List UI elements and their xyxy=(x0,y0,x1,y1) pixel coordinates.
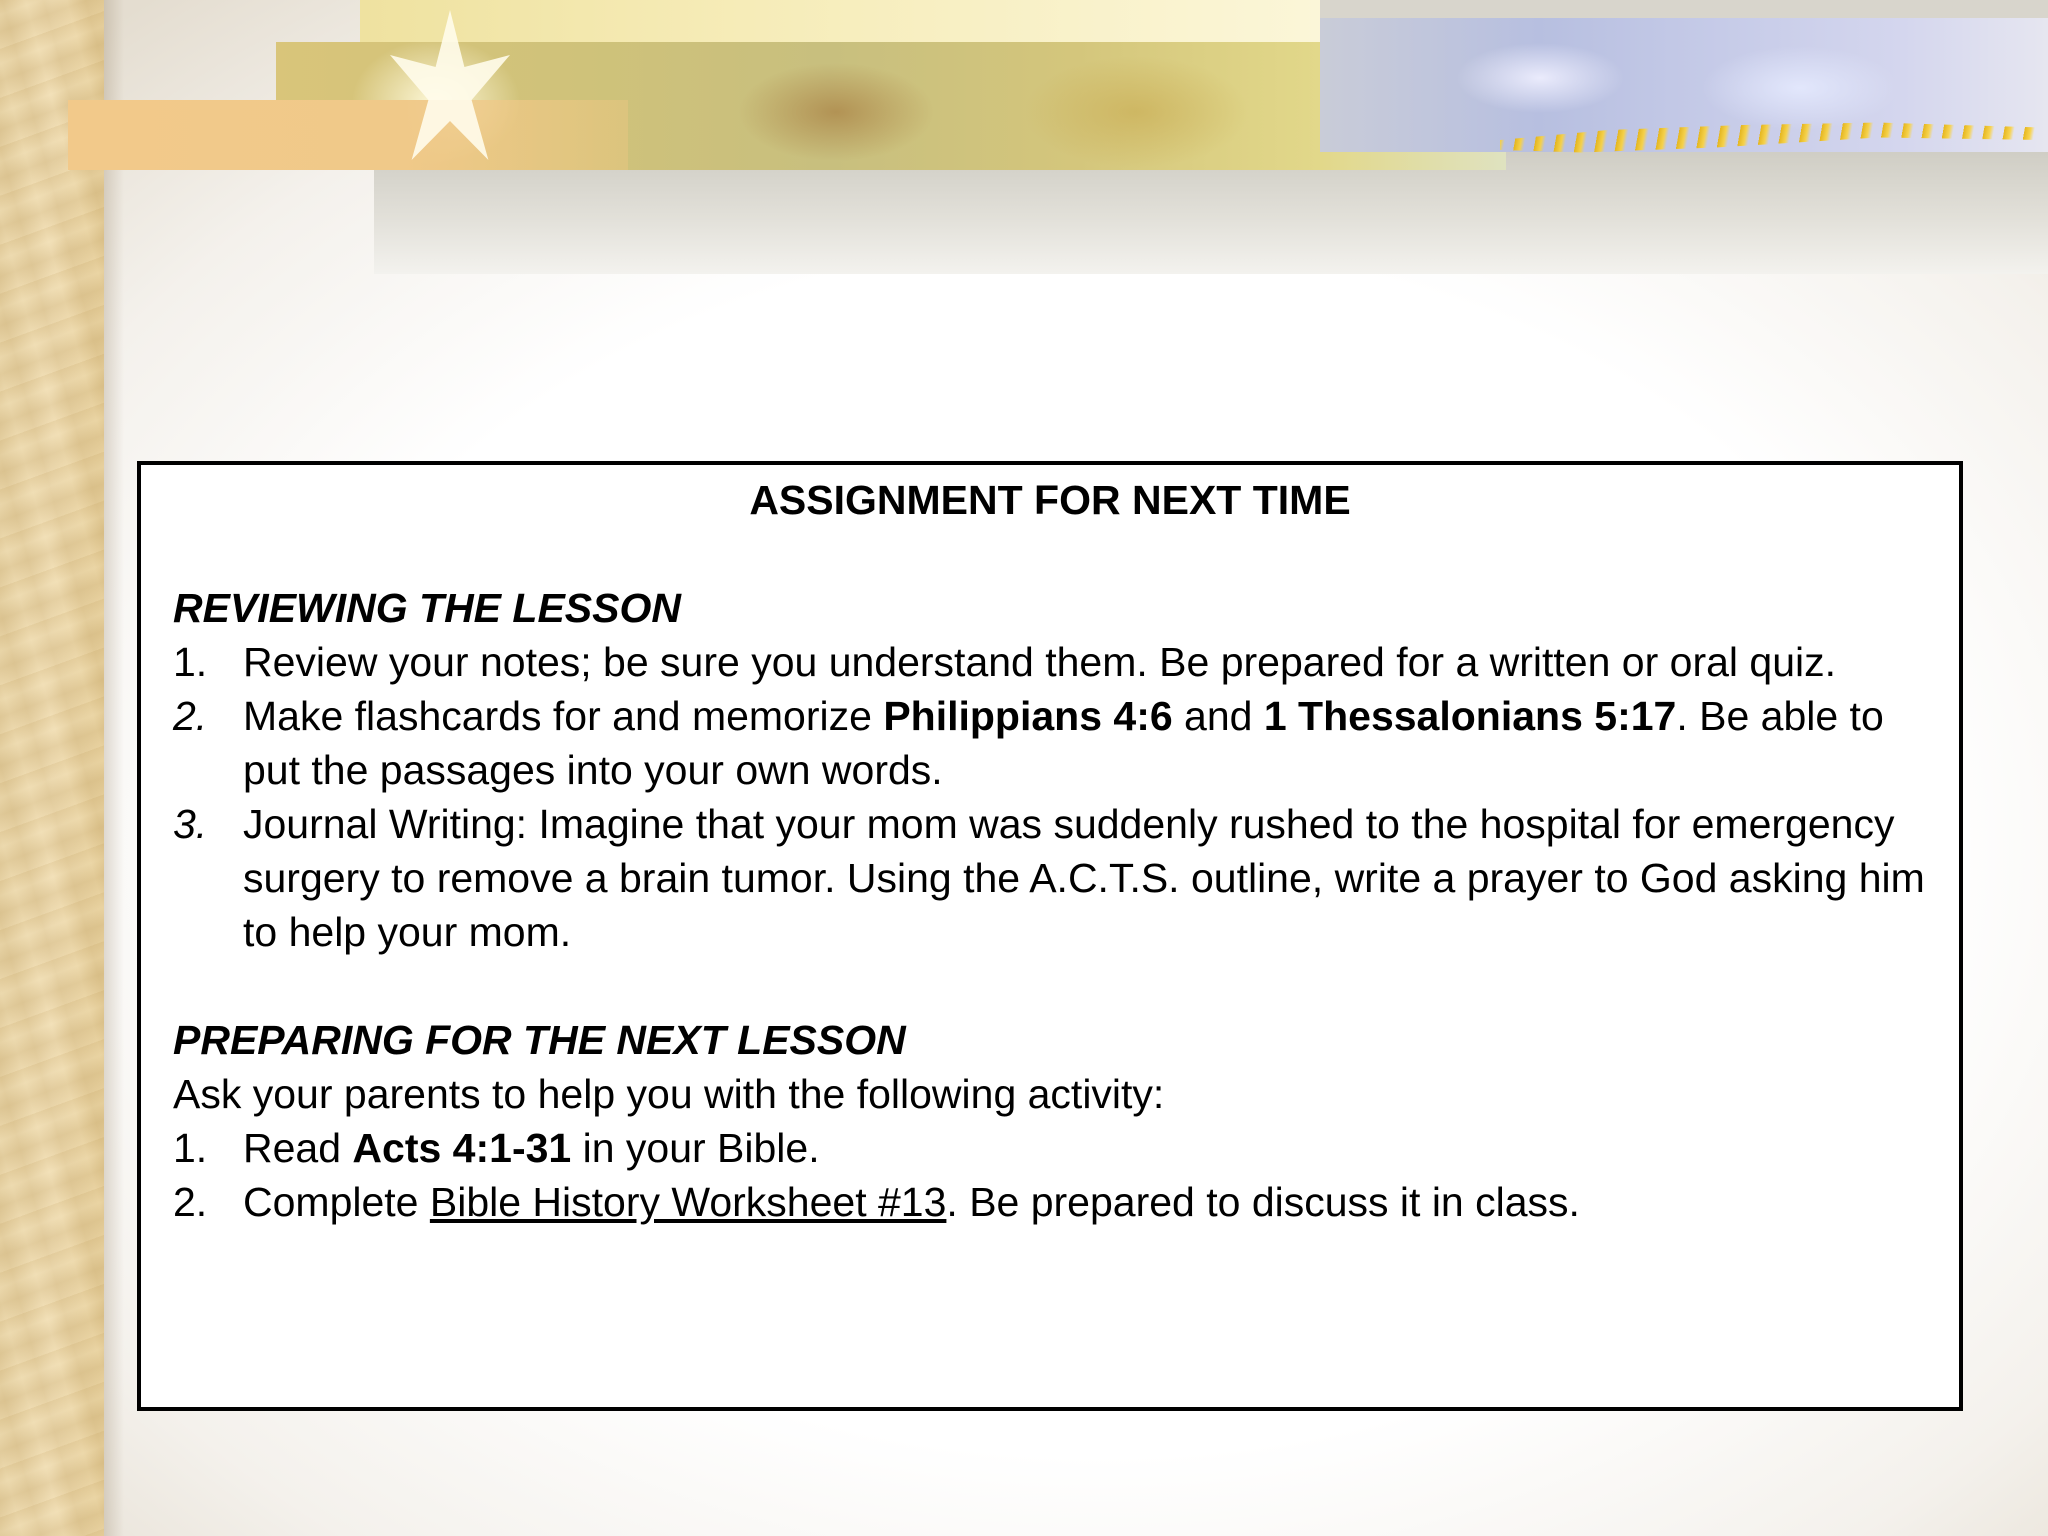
preparing-intro: Ask your parents to help you with the following activity: xyxy=(173,1071,1165,1117)
reviewing-item-2 xyxy=(173,689,1945,797)
worksheet-title: Bible History Worksheet #13 xyxy=(429,1179,947,1225)
reviewing-item-3 xyxy=(173,797,1945,959)
item-text: Complete xyxy=(243,1179,430,1225)
scripture-reference: 1 Thessalonians 5:17 xyxy=(1263,693,1677,739)
item-number: 1. xyxy=(173,639,208,685)
banner-top-strip xyxy=(360,0,1320,44)
parchment-shadow xyxy=(104,0,124,1536)
assignment-box xyxy=(137,461,1963,1411)
item-number: 2. xyxy=(173,693,208,739)
scripture-reference: Philippians 4:6 xyxy=(883,693,1173,739)
item-text: Review your notes; be sure you understand them. Be prepared for a written or oral quiz. xyxy=(243,639,1837,685)
banner-orange-strip xyxy=(68,100,628,170)
item-number: 3. xyxy=(173,801,208,847)
spacer xyxy=(173,959,1945,1013)
item-text: and xyxy=(1172,693,1264,739)
spacer xyxy=(173,527,1945,581)
banner-grey-strip xyxy=(1320,0,2048,18)
item-text: in your Bible. xyxy=(571,1125,820,1171)
item-number: 1. xyxy=(173,1125,208,1171)
item-text: . Be able to put the passages into your own words. xyxy=(243,693,1884,793)
item-text: Read xyxy=(243,1125,353,1171)
preparing-item-1 xyxy=(173,1121,1945,1175)
assignment-content xyxy=(173,473,1945,1229)
assignment-title: ASSIGNMENT FOR NEXT TIME xyxy=(749,477,1351,523)
preparing-heading: PREPARING FOR THE NEXT LESSON xyxy=(173,1017,906,1063)
item-text: Journal Writing: Imagine that your mom was suddenly rushed to the hospital for emergency surgery to remove a brain tumor. Using the A.C.T.S. outline, write a prayer to God asking him to help your mom. xyxy=(243,801,1925,955)
item-text: Make flashcards for and memorize xyxy=(243,693,884,739)
reviewing-heading: REVIEWING THE LESSON xyxy=(173,585,681,631)
preparing-item-2 xyxy=(173,1175,1945,1229)
parchment-border xyxy=(0,0,104,1536)
item-number: 2. xyxy=(173,1179,208,1225)
item-text: . Be prepared to discuss it in class. xyxy=(946,1179,1580,1225)
scripture-reference: Acts 4:1-31 xyxy=(352,1125,572,1171)
reviewing-item-1 xyxy=(173,635,1945,689)
